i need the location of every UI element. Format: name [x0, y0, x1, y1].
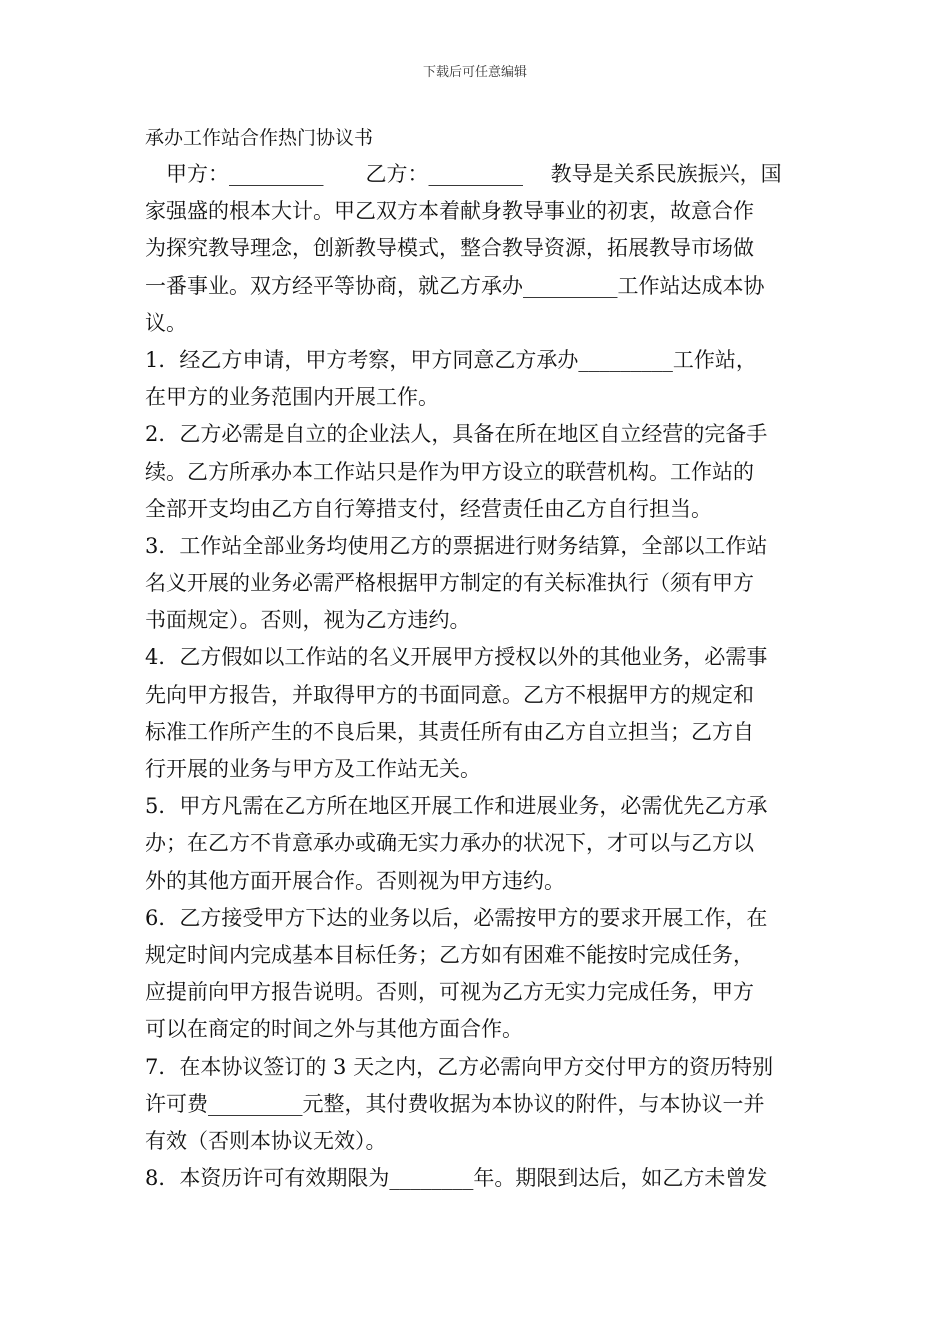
- clause-4-line: 先向甲方报告，并取得甲方的书面同意。乙方不根据甲方的规定和: [145, 682, 754, 707]
- document-body: [145, 156, 810, 1197]
- clause-3-line: 书面规定）。否则，视为乙方违约。: [145, 608, 471, 633]
- page-header-caption: 下载后可任意编辑: [422, 65, 527, 80]
- document-title: 承办工作站合作热门协议书: [145, 127, 374, 149]
- clause-5-line: 办；在乙方不肯意承办或确无实力承办的状况下，才可以与乙方以: [145, 831, 754, 856]
- clause-1-line: 在甲方的业务范围内开展工作。: [145, 385, 439, 410]
- clause-8-line: 8．本资历许可有效期限为________年。期限到达后，如乙方未曾发: [145, 1166, 768, 1191]
- clause-5-line: 5．甲方凡需在乙方所在地区开展工作和进展业务，必需优先乙方承: [145, 794, 768, 819]
- body-line: 一番事业。双方经平等协商，就乙方承办_________工作站达成本协: [145, 273, 765, 298]
- body-line: 议。: [145, 310, 187, 335]
- body-line: 为探究教导理念，创新教导模式，整合教导资源，拓展教导市场做: [145, 236, 754, 261]
- body-line: 家强盛的根本大计。甲乙双方本着献身教导事业的初衷，故意合作: [145, 199, 754, 224]
- clause-6-line: 6．乙方接受甲方下达的业务以后，必需按甲方的要求开展工作，在: [145, 905, 768, 930]
- clause-4-line: 标准工作所产生的不良后果，其责任所有由乙方自立担当；乙方自: [145, 719, 754, 744]
- body-line: 甲方：_________ 乙方：_________ 教导是关系民族振兴，国: [145, 162, 782, 186]
- clause-2-line: 续。乙方所承办本工作站只是作为甲方设立的联营机构。工作站的: [145, 459, 754, 484]
- clause-1-line: 1．经乙方申请，甲方考察，甲方同意乙方承办_________工作站，: [145, 347, 757, 372]
- clause-6-line: 应提前向甲方报告说明。否则，可视为乙方无实力完成任务，甲方: [145, 980, 754, 1005]
- clause-6-line: 规定时间内完成基本目标任务；乙方如有困难不能按时完成任务，: [145, 942, 754, 967]
- clause-4-line: 4．乙方假如以工作站的名义开展甲方授权以外的其他业务，必需事: [145, 645, 768, 670]
- clause-4-line: 行开展的业务与甲方及工作站无关。: [145, 757, 481, 781]
- clause-3-line: 名义开展的业务必需严格根据甲方制定的有关标准执行（须有甲方: [145, 571, 754, 596]
- clause-6-line: 可以在商定的时间之外与其他方面合作。: [145, 1017, 523, 1042]
- clause-3-line: 3．工作站全部业务均使用乙方的票据进行财务结算，全部以工作站: [145, 533, 768, 558]
- clause-7-line: 7．在本协议签订的 3 天之内，乙方必需向甲方交付甲方的资历特别: [145, 1054, 774, 1079]
- clause-2-line: 全部开支均由乙方自行筹措支付，经营责任由乙方自行担当。: [145, 496, 712, 521]
- clause-2-line: 2．乙方必需是自立的企业法人，具备在所在地区自立经营的完备手: [145, 422, 768, 447]
- clause-5-line: 外的其他方面开展合作。否则视为甲方违约。: [145, 868, 565, 893]
- clause-7-line: 许可费_________元整，其付费收据为本协议的附件，与本协议一并: [145, 1091, 765, 1116]
- clause-7-line: 有效（否则本协议无效）。: [145, 1128, 387, 1153]
